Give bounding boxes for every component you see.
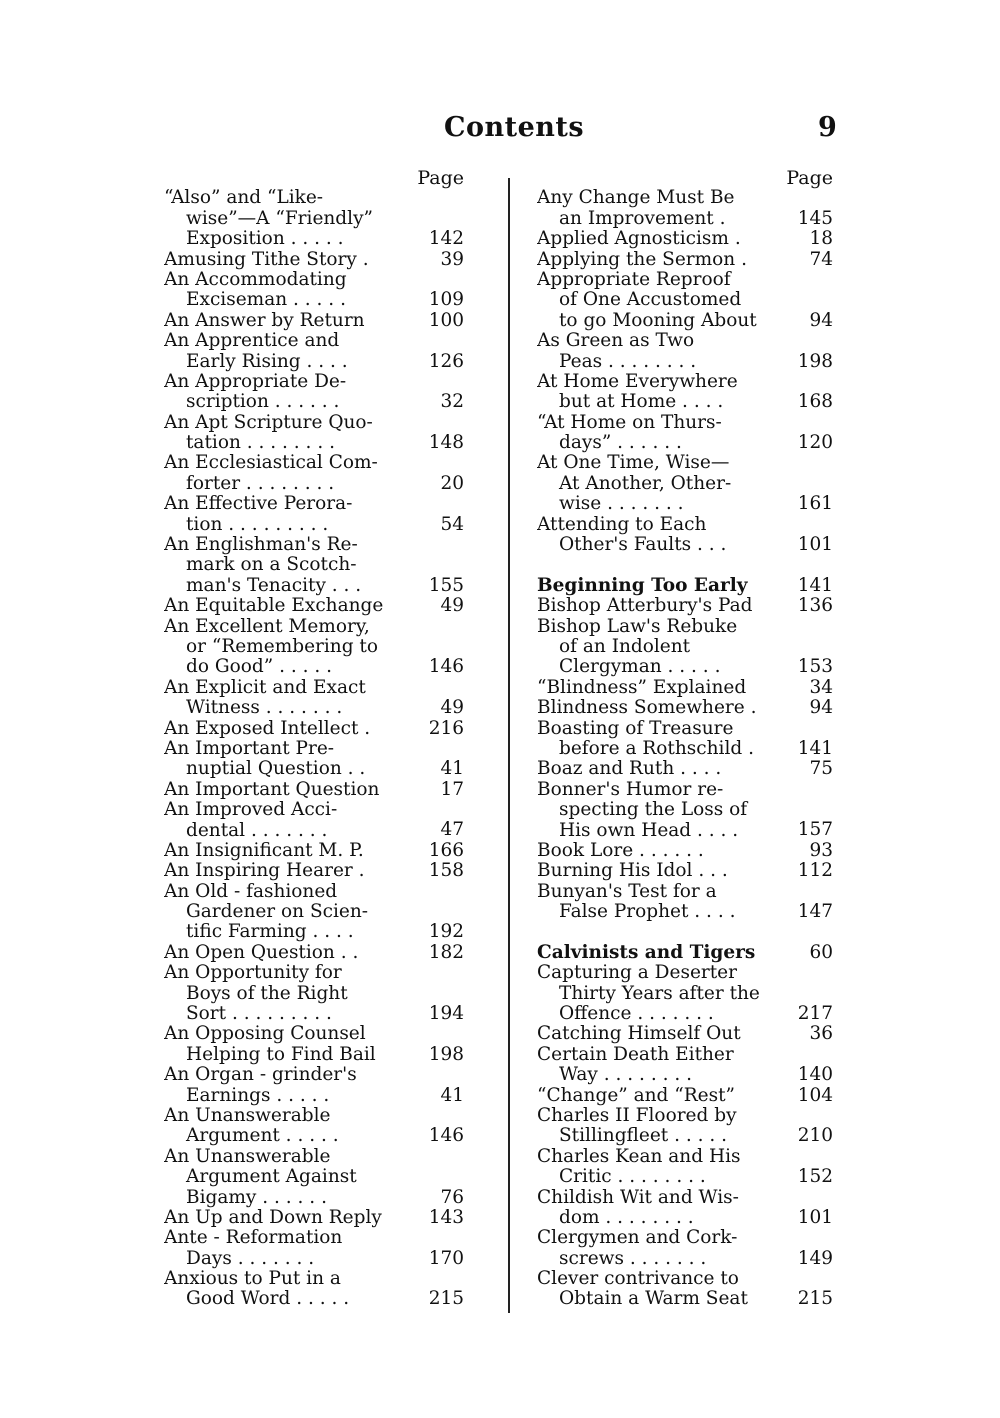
- contents-column-right: [537, 168, 833, 1310]
- contents-entry: [537, 678, 833, 698]
- contents-entry: [537, 882, 833, 923]
- entry-page-number: 192: [425, 922, 464, 942]
- entry-title-line: mark on a Scotch-: [186, 555, 357, 576]
- entry-title-line: An Accommodating: [164, 269, 347, 290]
- contents-entry: [537, 453, 833, 514]
- entry-title-line: Bonner's Humor re-: [537, 779, 724, 800]
- entry-page-number: 32: [436, 392, 464, 412]
- entry-page-number: 146: [425, 657, 464, 677]
- entry-list: [537, 188, 833, 1309]
- entry-title-line: An Unanswerable: [164, 1105, 331, 1126]
- entry-page-number: 140: [794, 1065, 833, 1085]
- entry-page-number: 152: [794, 1167, 833, 1187]
- contents-entry: [537, 372, 833, 413]
- contents-entry: [164, 270, 464, 311]
- page-column-label: Page: [786, 167, 833, 189]
- entry-title-line: Sort . . . . . . . . .: [186, 1004, 332, 1025]
- entry-page-number: 166: [425, 841, 464, 861]
- entry-title-line: specting the Loss of: [559, 800, 748, 821]
- entry-title-line: days” . . . . . .: [559, 433, 682, 454]
- entry-title-line: Witness . . . . . . .: [186, 698, 343, 719]
- entry-title-line: Ante - Reformation: [164, 1228, 343, 1249]
- entry-list: [164, 188, 464, 1309]
- entry-title-line: Charles II Floored by: [537, 1105, 737, 1126]
- entry-title-line: Peas . . . . . . . .: [559, 351, 697, 372]
- entry-title-line: “Blindness” Explained: [537, 677, 747, 698]
- contents-entry: [164, 331, 464, 372]
- entry-title-line: Any Change Must Be: [537, 188, 735, 209]
- entry-page-number: 49: [436, 596, 464, 616]
- entry-title-line: Gardener on Scien-: [186, 902, 369, 923]
- entry-title-line: Boys of the Right: [186, 983, 348, 1004]
- contents-entry: [164, 250, 464, 270]
- contents-entry: [537, 1024, 833, 1044]
- entry-page-number: 149: [794, 1249, 833, 1269]
- entry-title-line: tation . . . . . . . .: [186, 433, 335, 454]
- entry-page-number: 41: [436, 1086, 464, 1106]
- entry-title-line: An Equitable Exchange: [164, 596, 384, 617]
- contents-entry: [537, 1086, 833, 1106]
- entry-title-line: Clergymen and Cork-: [537, 1228, 738, 1249]
- column-divider: [508, 178, 510, 1313]
- entry-page-number: 170: [425, 1249, 464, 1269]
- entry-title-line: scription . . . . . .: [186, 392, 340, 413]
- contents-entry: [537, 963, 833, 1024]
- entry-title-line: Burning His Idol . . .: [537, 861, 728, 882]
- contents-entry: [537, 617, 833, 678]
- entry-title-line: An Answer by Return: [164, 310, 365, 331]
- entry-page-number: 215: [794, 1289, 833, 1309]
- entry-page-number: 182: [425, 943, 464, 963]
- entry-title-line: Argument Against: [186, 1167, 357, 1188]
- entry-page-number: 136: [794, 596, 833, 616]
- entry-page-number: 215: [425, 1289, 464, 1309]
- entry-title-line: Boasting of Treasure: [537, 718, 734, 739]
- entry-title-line: an Improvement .: [559, 208, 726, 229]
- entry-title-line: An Exposed Intellect .: [164, 718, 371, 739]
- contents-entry: [164, 1065, 464, 1106]
- entry-title-line: but at Home . . . .: [559, 392, 724, 413]
- entry-page-number: 39: [436, 250, 464, 270]
- entry-page-number: 94: [805, 311, 833, 331]
- entry-title-line: Certain Death Either: [537, 1044, 734, 1065]
- entry-title-line: As Green as Two: [537, 331, 695, 352]
- contents-entry: [537, 331, 833, 372]
- entry-page-number: 126: [425, 352, 464, 372]
- entry-title-line: Days . . . . . . .: [186, 1248, 315, 1269]
- contents-entry: [164, 882, 464, 943]
- contents-entry: [537, 188, 833, 229]
- contents-entry: [164, 719, 464, 739]
- entry-title-line: Amusing Tithe Story .: [164, 249, 369, 270]
- contents-entry: [537, 841, 833, 861]
- contents-entry: [537, 780, 833, 841]
- contents-entry: [164, 1024, 464, 1065]
- entry-title-line: An Excellent Memory,: [164, 616, 370, 637]
- entry-page-number: 158: [425, 861, 464, 881]
- entry-title-line: wise”—A “Friendly”: [186, 208, 373, 229]
- contents-entry: [164, 1147, 464, 1208]
- entry-title-line: An Effective Perora-: [164, 494, 353, 515]
- contents-entry: [164, 311, 464, 331]
- entry-title-line: At One Time, Wise—: [537, 453, 730, 474]
- entry-page-number: 155: [425, 576, 464, 596]
- entry-page-number: 146: [425, 1126, 464, 1146]
- entry-page-number: 47: [436, 820, 464, 840]
- contents-entry: [164, 678, 464, 719]
- entry-title-line: Good Word . . . . .: [186, 1289, 350, 1310]
- contents-entry: [537, 1147, 833, 1188]
- entry-title-line: dom . . . . . . . .: [559, 1207, 694, 1228]
- contents-entry: [537, 250, 833, 270]
- entry-title-line: Calvinists and Tigers: [537, 942, 756, 963]
- contents-entry: [537, 698, 833, 718]
- entry-title-line: Beginning Too Early: [537, 575, 748, 596]
- entry-title-line: An Apt Scripture Quo-: [164, 412, 373, 433]
- contents-entry: [537, 719, 833, 760]
- entry-title-line: man's Tenacity . . .: [186, 575, 362, 596]
- contents-entry: [164, 1228, 464, 1269]
- entry-page-number: 141: [794, 739, 833, 759]
- entry-title-line: Capturing a Deserter: [537, 963, 737, 984]
- contents-entry: [164, 861, 464, 881]
- entry-title-line: Offence . . . . . . .: [559, 1004, 714, 1025]
- entry-title-line: An Improved Acci-: [164, 800, 338, 821]
- entry-title-line: His own Head . . . .: [559, 820, 739, 841]
- entry-title-line: of One Accustomed: [559, 290, 742, 311]
- entry-page-number: 161: [794, 494, 833, 514]
- entry-title-line: “Change” and “Rest”: [537, 1085, 735, 1106]
- entry-title-line: to go Mooning About: [559, 310, 757, 331]
- entry-title-line: Stillingfleet . . . . .: [559, 1126, 728, 1147]
- contents-entry: [537, 1045, 833, 1086]
- entry-title-line: screws . . . . . . .: [559, 1248, 707, 1269]
- entry-title-line: An Open Question . .: [164, 942, 359, 963]
- entry-page-number: 109: [425, 290, 464, 310]
- entry-page-number: 36: [805, 1024, 833, 1044]
- contents-entry: [537, 229, 833, 249]
- entry-title-line: Argument . . . . .: [186, 1126, 339, 1147]
- contents-entry: [164, 453, 464, 494]
- entry-page-number: 145: [794, 209, 833, 229]
- entry-title-line: Clever contrivance to: [537, 1269, 739, 1290]
- entry-title-line: Exciseman . . . . .: [186, 290, 346, 311]
- contents-entry: [537, 1269, 833, 1310]
- entry-title-line: An Opportunity for: [164, 963, 342, 984]
- contents-entry: [537, 1106, 833, 1147]
- entry-title-line: An Appropriate De-: [164, 371, 347, 392]
- entry-title-line: Childish Wit and Wis-: [537, 1187, 739, 1208]
- entry-title-line: dental . . . . . . .: [186, 820, 328, 841]
- entry-title-line: An Apprentice and: [164, 331, 340, 352]
- entry-page-number: 34: [805, 678, 833, 698]
- entry-title-line: An Organ - grinder's: [164, 1065, 357, 1086]
- entry-title-line: At Home Everywhere: [537, 371, 738, 392]
- entry-title-line: An Englishman's Re-: [164, 535, 358, 556]
- contents-entry: [164, 1269, 464, 1310]
- entry-title-line: Applied Agnosticism .: [537, 229, 741, 250]
- entry-page-number: 120: [794, 433, 833, 453]
- contents-entry: [537, 413, 833, 454]
- contents-entry: [537, 1188, 833, 1229]
- entry-page-number: 143: [425, 1208, 464, 1228]
- entry-title-line: Exposition . . . . .: [186, 229, 344, 250]
- entry-page-number: 153: [794, 657, 833, 677]
- entry-page-number: 210: [794, 1126, 833, 1146]
- contents-entry: [164, 535, 464, 596]
- entry-title-line: before a Rothschild .: [559, 738, 754, 759]
- entry-page-number: 49: [436, 698, 464, 718]
- entry-title-line: Obtain a Warm Seat: [559, 1289, 748, 1310]
- entry-title-line: An Important Question: [164, 779, 380, 800]
- contents-entry: [164, 1106, 464, 1147]
- entry-page-number: 75: [805, 759, 833, 779]
- page-number: 9: [818, 112, 837, 143]
- entry-title-line: or “Remembering to: [186, 636, 378, 657]
- entry-title-line: tion . . . . . . . . .: [186, 514, 329, 535]
- entry-title-line: “At Home on Thurs-: [537, 412, 722, 433]
- entry-title-line: tific Farming . . . .: [186, 922, 354, 943]
- entry-page-number: 93: [805, 841, 833, 861]
- entry-title-line: An Opposing Counsel: [164, 1024, 366, 1045]
- entry-title-line: Critic . . . . . . . .: [559, 1167, 706, 1188]
- contents-entry: [164, 494, 464, 535]
- entry-title-line: Boaz and Ruth . . . .: [537, 759, 722, 780]
- entry-page-number: 60: [805, 943, 833, 963]
- contents-entry: [164, 188, 464, 249]
- entry-page-number: 17: [436, 780, 464, 800]
- entry-title-line: An Important Pre-: [164, 738, 335, 759]
- entry-title-line: Earnings . . . . .: [186, 1085, 330, 1106]
- contents-entry: [537, 596, 833, 616]
- entry-page-number: 157: [794, 820, 833, 840]
- entry-title-line: nuptial Question . .: [186, 759, 366, 780]
- page-title: Contents: [444, 112, 585, 143]
- entry-title-line: Appropriate Reproof: [537, 269, 731, 290]
- entry-page-number: 217: [794, 1004, 833, 1024]
- entry-page-number: 18: [805, 229, 833, 249]
- entry-page-number: 194: [425, 1004, 464, 1024]
- contents-column-left: [164, 168, 464, 1310]
- entry-page-number: 112: [794, 861, 833, 881]
- entry-title-line: An Up and Down Reply: [164, 1207, 382, 1228]
- entry-page-number: 148: [425, 433, 464, 453]
- entry-page-number: 54: [436, 515, 464, 535]
- entry-title-line: Helping to Find Bail: [186, 1044, 376, 1065]
- entry-title-line: Early Rising . . . .: [186, 351, 348, 372]
- contents-entry: [537, 759, 833, 779]
- entry-title-line: Bishop Atterbury's Pad: [537, 596, 753, 617]
- entry-title-line: Thirty Years after the: [559, 983, 760, 1004]
- entry-title-line: Bunyan's Test for a: [537, 881, 717, 902]
- entry-title-line: Attending to Each: [537, 514, 707, 535]
- entry-title-line: Way . . . . . . . .: [559, 1065, 692, 1086]
- contents-entry: [537, 576, 833, 596]
- page-header: [0, 112, 1000, 152]
- contents-entry: [537, 270, 833, 331]
- contents-entry: [537, 1228, 833, 1269]
- entry-title-line: Blindness Somewhere .: [537, 698, 757, 719]
- entry-title-line: forter . . . . . . . .: [186, 473, 335, 494]
- entry-title-line: An Explicit and Exact: [164, 677, 366, 698]
- entry-page-number: 142: [425, 229, 464, 249]
- entry-title-line: An Ecclesiastical Com-: [164, 453, 378, 474]
- entry-page-number: 101: [794, 535, 833, 555]
- contents-entry: [164, 841, 464, 861]
- entry-title-line: At Another, Other-: [559, 473, 732, 494]
- contents-entry: [164, 963, 464, 1024]
- entry-title-line: of an Indolent: [559, 636, 691, 657]
- entry-page-number: 20: [436, 474, 464, 494]
- entry-title-line: Book Lore . . . . . .: [537, 840, 704, 861]
- entry-page-number: 216: [425, 719, 464, 739]
- contents-entry: [164, 413, 464, 454]
- entry-title-line: False Prophet . . . .: [559, 902, 736, 923]
- contents-entry: [164, 617, 464, 678]
- entry-page-number: 74: [805, 250, 833, 270]
- entry-title-line: An Unanswerable: [164, 1146, 331, 1167]
- entry-title-line: An Insignificant M. P.: [164, 840, 364, 861]
- entry-page-number: 168: [794, 392, 833, 412]
- entry-page-number: 41: [436, 759, 464, 779]
- entry-title-line: do Good” . . . . .: [186, 657, 333, 678]
- entry-title-line: An Inspiring Hearer .: [164, 861, 365, 882]
- contents-entry: [164, 596, 464, 616]
- contents-entry: [537, 515, 833, 556]
- entry-page-number: 141: [794, 576, 833, 596]
- entry-page-number: 100: [425, 311, 464, 331]
- entry-title-line: Charles Kean and His: [537, 1146, 741, 1167]
- entry-page-number: 76: [436, 1188, 464, 1208]
- entry-title-line: Clergyman . . . . .: [559, 657, 721, 678]
- contents-entry: [164, 943, 464, 963]
- contents-entry: [537, 861, 833, 881]
- contents-entry: [537, 943, 833, 963]
- entry-title-line: Bigamy . . . . . .: [186, 1187, 327, 1208]
- entry-title-line: Bishop Law's Rebuke: [537, 616, 738, 637]
- contents-entry: [164, 739, 464, 780]
- entry-title-line: Anxious to Put in a: [164, 1269, 341, 1290]
- entry-page-number: 198: [794, 352, 833, 372]
- entry-page-number: 104: [794, 1086, 833, 1106]
- contents-entry: [164, 372, 464, 413]
- contents-entry: [164, 780, 464, 800]
- entry-title-line: “Also” and “Like-: [164, 188, 324, 209]
- contents-entry: [164, 800, 464, 841]
- entry-title-line: An Old - fashioned: [164, 881, 338, 902]
- page-column-label: Page: [417, 167, 464, 189]
- entry-title-line: Other's Faults . . .: [559, 535, 727, 556]
- entry-page-number: 147: [794, 902, 833, 922]
- entry-page-number: 101: [794, 1208, 833, 1228]
- entry-title-line: Applying the Sermon .: [537, 249, 747, 270]
- entry-page-number: 94: [805, 698, 833, 718]
- contents-entry: [164, 1208, 464, 1228]
- entry-page-number: 198: [425, 1045, 464, 1065]
- entry-title-line: Catching Himself Out: [537, 1024, 741, 1045]
- entry-title-line: wise . . . . . . .: [559, 494, 684, 515]
